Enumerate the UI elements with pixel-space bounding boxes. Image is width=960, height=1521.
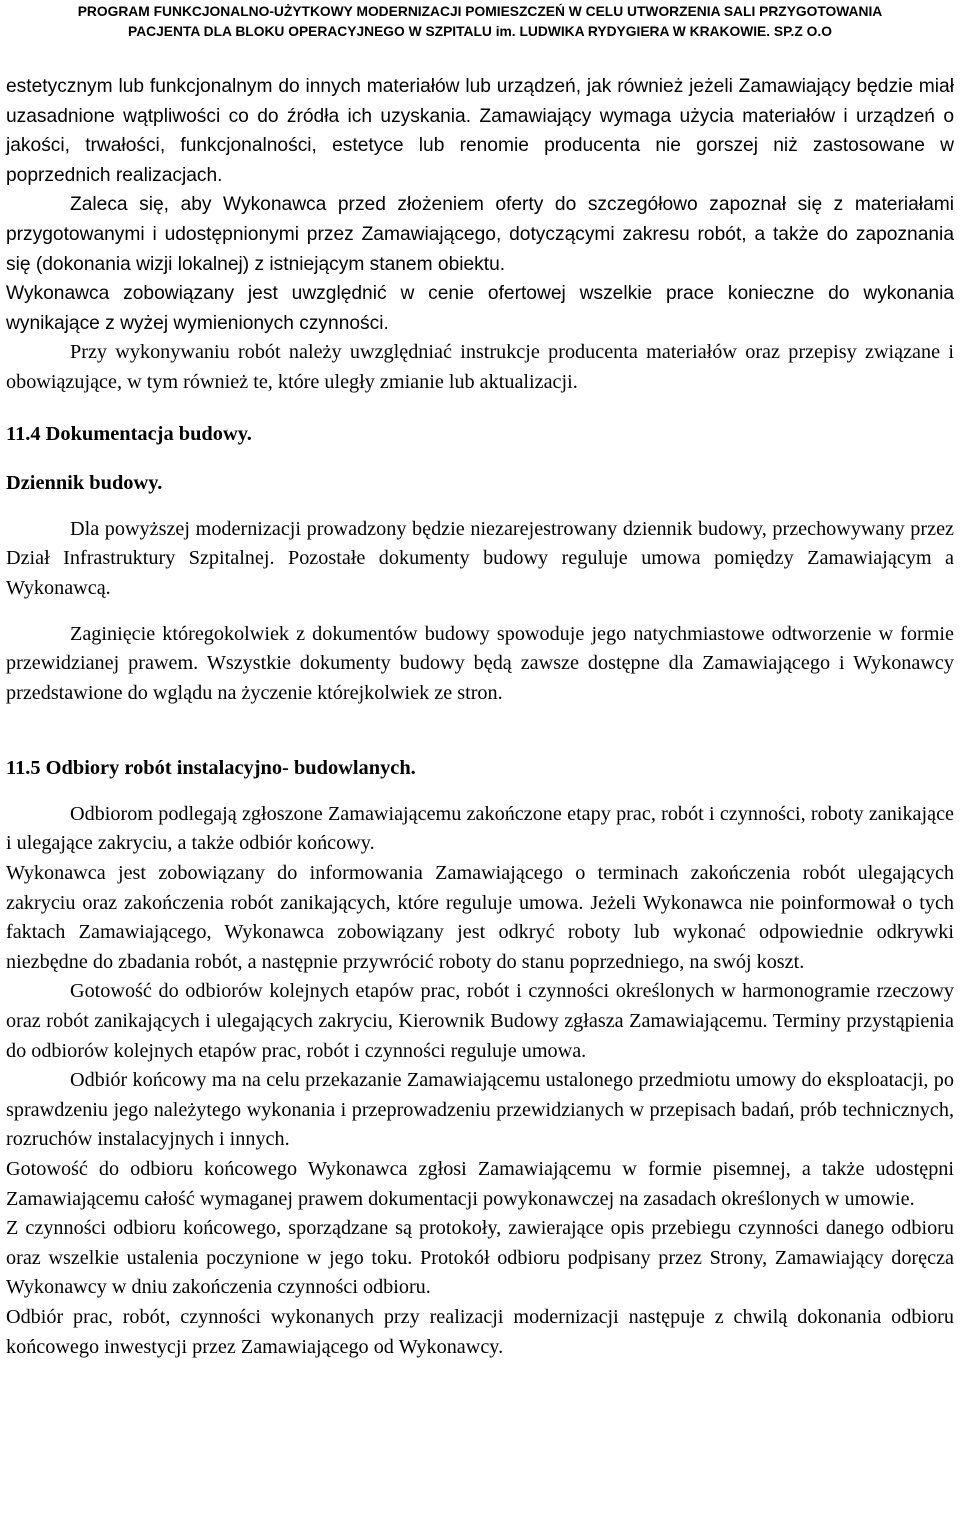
header-line-2: PACJENTA DLA BLOKU OPERACYJNEGO W SZPITALU im. LUDWIKA RYDYGIERA W KRAKOWIE. SP.Z O.O	[128, 24, 832, 39]
paragraph-offer-scope: Wykonawca zobowiązany jest uwzględnić w cenie ofertowej wszelkie prace konieczne do wykonania wynikające z wyżej wymienionych czynności.	[6, 283, 954, 334]
paragraph-site-inspection: Zaleca się, aby Wykonawca przed złożeniem oferty do szczegółowo zapoznał się z materiałami przygotowanymi i udostępnionymi przez Zamawiającego, dotyczącymi zakresu robót, a także do zapoznania się (dokonania wizji lokalnej) z istniejącym stanem obiektu.	[6, 194, 954, 275]
paragraph-acceptance-completion: Odbiór prac, robót, czynności wykonanych przy realizacji modernizacji następuje z chwilą dokonania odbioru końcowego inwestycji przez Zamawiającego od Wykonawcy.	[6, 1305, 954, 1358]
document-header	[0, 0, 960, 44]
paragraph-acceptance-scope: Odbiorom podlegają zgłoszone Zamawiającemu zakończone etapy prac, robót i czynności, roboty zanikające i ulegające zakryciu, a także odbiór końcowy.	[6, 802, 954, 855]
section-heading-11-5: 11.5 Odbiory robót instalacyjno- budowlanych.	[6, 757, 416, 780]
paragraph-materials-quality: estetycznym lub funkcjonalnym do innych materiałów lub urządzeń, jak również jeżeli Zamawiający będzie miał uzasadnione wątpliwości co do źródła ich uzyskania. Zamawiający wymaga użycia materiałów i urządzeń o jakości, trwałości, funkcjonalności, estetyce lub renomie producenta nie gorszej niż zastosowane w poprzednich realizacjach.	[6, 76, 954, 186]
paragraph-lost-documents: Zaginięcie któregokolwiek z dokumentów budowy spowoduje jego natychmiastowe odtworzenie w formie przewidzianej prawem. Wszystkie dokumenty budowy będą zawsze dostępne dla Zamawiającego i Wykonawcy przedstawione do wglądu na życzenie którejkolwiek ze stron.	[6, 622, 954, 704]
document-body	[6, 72, 954, 1362]
paragraph-contractor-notification: Wykonawca jest zobowiązany do informowania Zamawiającego o terminach zakończenia robót ulegających zakryciu oraz zakończenia robót zanikających, które reguluje umowa. Jeżeli Wykonawca nie poinformował o tych faktach Zamawiającego, Wykonawca zobowiązany jest odkryć roboty lub wykonać odpowiednie odkrywki niezbędne do zbadania robót, a następnie przywrócić roboty do stanu poprzedniego, na swój koszt.	[6, 862, 954, 973]
section-heading-11-4: 11.4 Dokumentacja budowy.	[6, 422, 252, 445]
subsection-heading-construction-log: Dziennik budowy.	[6, 472, 163, 495]
paragraph-final-acceptance: Odbiór końcowy ma na celu przekazanie Zamawiającemu ustalonego przedmiotu umowy do eksploatacji, po sprawdzeniu jego należytego wykonania i przeprowadzeniu przewidzianych w przepisach badań, prób technicznych, rozruchów instalacyjnych i innych.	[6, 1069, 954, 1151]
paragraph-acceptance-protocols: Z czynności odbioru końcowego, sporządzane są protokoły, zawierające opis przebiegu czynności danego odbioru oraz wszelkie ustalenia poczynione w jego toku. Protokół odbioru podpisany przez Strony, Zamawiający doręcza Wykonawcy w dniu zakończenia czynności odbioru.	[6, 1217, 954, 1299]
header-line-1: PROGRAM FUNKCJONALNO-UŻYTKOWY MODERNIZACJI POMIESZCZEŃ W CELU UTWORZENIA SALI PRZYGOTOWANIA	[77, 4, 883, 19]
paragraph-manufacturer-instructions: Przy wykonywaniu robót należy uwzględniać instrukcje producenta materiałów oraz przepisy związane i obowiązujące, w tym również te, które uległy zmianie lub aktualizacji.	[6, 341, 954, 393]
paragraph-construction-log: Dla powyższej modernizacji prowadzony będzie niezarejestrowany dziennik budowy, przechowywany przez Dział Infrastruktury Szpitalnej. Pozostałe dokumenty budowy reguluje umowa pomiędzy Zamawiającym a Wykonawcą.	[6, 517, 954, 599]
paragraph-final-acceptance-readiness: Gotowość do odbioru końcowego Wykonawca zgłosi Zamawiającemu w formie pisemnej, a także udostępni Zamawiającemu całość wymaganej prawem dokumentacji powykonawczej na zasadach określonych w umowie.	[6, 1158, 954, 1210]
paragraph-acceptance-readiness: Gotowość do odbiorów kolejnych etapów prac, robót i czynności określonych w harmonogramie rzeczowy oraz robót zanikających i ulegających zakryciu, Kierownik Budowy zgłasza Zamawiającemu. Terminy przystąpienia do odbiorów kolejnych etapów prac, robót i czynności reguluje umowa.	[6, 980, 954, 1062]
